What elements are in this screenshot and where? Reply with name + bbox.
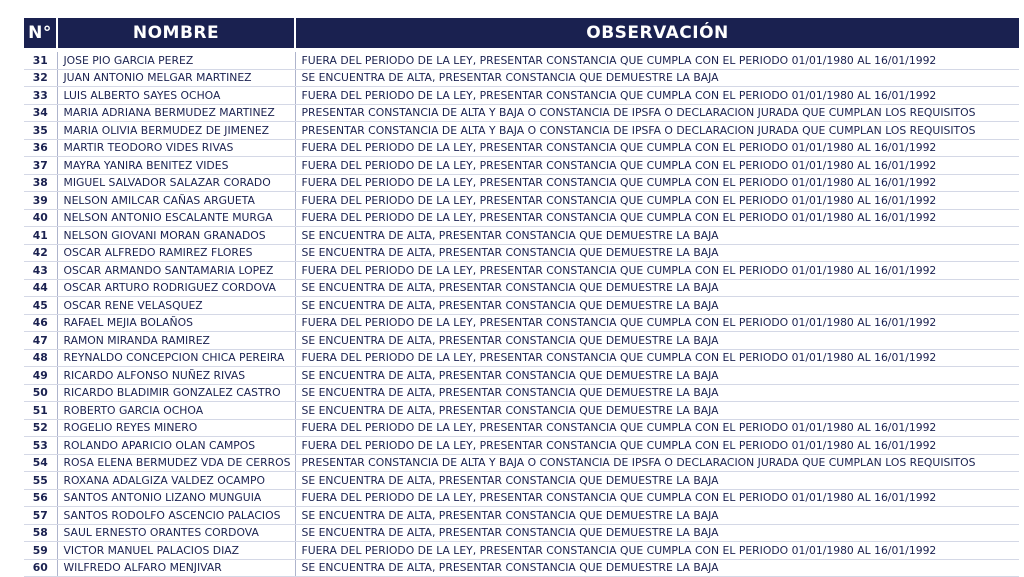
row-observacion: FUERA DEL PERIODO DE LA LEY, PRESENTAR CONSTANCIA QUE CUMPLA CON EL PERIODO 01/01/1980 AL 16/01/1992 (295, 174, 1019, 192)
table-row (24, 559, 1019, 577)
row-nombre: JUAN ANTONIO MELGAR MARTINEZ (57, 69, 295, 87)
row-nombre: OSCAR ALFREDO RAMIREZ FLORES (57, 244, 295, 262)
header-nombre: NOMBRE (57, 18, 295, 48)
row-nombre: OSCAR RENE VELASQUEZ (57, 297, 295, 315)
table-row (24, 104, 1019, 122)
row-observacion: FUERA DEL PERIODO DE LA LEY, PRESENTAR CONSTANCIA QUE CUMPLA CON EL PERIODO 01/01/1980 AL 16/01/1992 (295, 419, 1019, 437)
table-row (24, 174, 1019, 192)
row-number: 33 (24, 87, 57, 105)
table-row (24, 472, 1019, 490)
row-number: 31 (24, 52, 57, 69)
row-observacion: SE ENCUENTRA DE ALTA, PRESENTAR CONSTANCIA QUE DEMUESTRE LA BAJA (295, 367, 1019, 385)
table-row (24, 157, 1019, 175)
row-number: 49 (24, 367, 57, 385)
table-row (24, 489, 1019, 507)
row-nombre: ROSA ELENA BERMUDEZ VDA DE CERROS (57, 454, 295, 472)
row-number: 57 (24, 507, 57, 525)
row-observacion: FUERA DEL PERIODO DE LA LEY, PRESENTAR CONSTANCIA QUE CUMPLA CON EL PERIODO 01/01/1980 AL 16/01/1992 (295, 314, 1019, 332)
row-number: 52 (24, 419, 57, 437)
row-observacion: FUERA DEL PERIODO DE LA LEY, PRESENTAR CONSTANCIA QUE CUMPLA CON EL PERIODO 01/01/1980 AL 16/01/1992 (295, 192, 1019, 210)
row-nombre: SAUL ERNESTO ORANTES CORDOVA (57, 524, 295, 542)
row-observacion: FUERA DEL PERIODO DE LA LEY, PRESENTAR CONSTANCIA QUE CUMPLA CON EL PERIODO 01/01/1980 AL 16/01/1992 (295, 139, 1019, 157)
row-observacion: SE ENCUENTRA DE ALTA, PRESENTAR CONSTANCIA QUE DEMUESTRE LA BAJA (295, 402, 1019, 420)
row-number: 41 (24, 227, 57, 245)
table-row (24, 384, 1019, 402)
row-number: 56 (24, 489, 57, 507)
table-row (24, 209, 1019, 227)
table-row (24, 419, 1019, 437)
row-number: 59 (24, 542, 57, 560)
row-number: 51 (24, 402, 57, 420)
row-observacion: FUERA DEL PERIODO DE LA LEY, PRESENTAR CONSTANCIA QUE CUMPLA CON EL PERIODO 01/01/1980 AL 16/01/1992 (295, 52, 1019, 69)
row-number: 39 (24, 192, 57, 210)
row-observacion: FUERA DEL PERIODO DE LA LEY, PRESENTAR CONSTANCIA QUE CUMPLA CON EL PERIODO 01/01/1980 AL 16/01/1992 (295, 209, 1019, 227)
row-nombre: RICARDO ALFONSO NUÑEZ RIVAS (57, 367, 295, 385)
header-number: N° (24, 18, 57, 48)
table-row (24, 402, 1019, 420)
row-number: 58 (24, 524, 57, 542)
row-nombre: ROXANA ADALGIZA VALDEZ OCAMPO (57, 472, 295, 490)
row-nombre: NELSON AMILCAR CAÑAS ARGUETA (57, 192, 295, 210)
table-header (24, 18, 1019, 48)
row-nombre: SANTOS RODOLFO ASCENCIO PALACIOS (57, 507, 295, 525)
row-number: 60 (24, 559, 57, 577)
row-number: 32 (24, 69, 57, 87)
row-number: 42 (24, 244, 57, 262)
row-number: 37 (24, 157, 57, 175)
row-observacion: SE ENCUENTRA DE ALTA, PRESENTAR CONSTANCIA QUE DEMUESTRE LA BAJA (295, 507, 1019, 525)
records-table (24, 18, 1019, 577)
row-number: 50 (24, 384, 57, 402)
row-number: 36 (24, 139, 57, 157)
row-observacion: SE ENCUENTRA DE ALTA, PRESENTAR CONSTANCIA QUE DEMUESTRE LA BAJA (295, 279, 1019, 297)
table-row (24, 192, 1019, 210)
row-observacion: FUERA DEL PERIODO DE LA LEY, PRESENTAR CONSTANCIA QUE CUMPLA CON EL PERIODO 01/01/1980 AL 16/01/1992 (295, 87, 1019, 105)
table-body (24, 48, 1019, 577)
table-row (24, 69, 1019, 87)
row-observacion: SE ENCUENTRA DE ALTA, PRESENTAR CONSTANCIA QUE DEMUESTRE LA BAJA (295, 227, 1019, 245)
row-number: 35 (24, 122, 57, 140)
row-observacion: SE ENCUENTRA DE ALTA, PRESENTAR CONSTANCIA QUE DEMUESTRE LA BAJA (295, 332, 1019, 350)
row-number: 54 (24, 454, 57, 472)
row-nombre: ROLANDO APARICIO OLAN CAMPOS (57, 437, 295, 455)
row-nombre: SANTOS ANTONIO LIZANO MUNGUIA (57, 489, 295, 507)
table-row (24, 87, 1019, 105)
row-observacion: SE ENCUENTRA DE ALTA, PRESENTAR CONSTANCIA QUE DEMUESTRE LA BAJA (295, 559, 1019, 577)
row-number: 43 (24, 262, 57, 280)
row-nombre: MARTIR TEODORO VIDES RIVAS (57, 139, 295, 157)
row-number: 34 (24, 104, 57, 122)
table-row (24, 52, 1019, 69)
table-row (24, 332, 1019, 350)
row-number: 45 (24, 297, 57, 315)
row-nombre: MAYRA YANIRA BENITEZ VIDES (57, 157, 295, 175)
row-number: 40 (24, 209, 57, 227)
row-nombre: MARIA ADRIANA BERMUDEZ MARTINEZ (57, 104, 295, 122)
header-row (24, 18, 1019, 48)
table-row (24, 524, 1019, 542)
row-observacion: PRESENTAR CONSTANCIA DE ALTA Y BAJA O CONSTANCIA DE IPSFA O DECLARACION JURADA QUE CUMPLAN LOS REQUISITOS (295, 122, 1019, 140)
row-observacion: PRESENTAR CONSTANCIA DE ALTA Y BAJA O CONSTANCIA DE IPSFA O DECLARACION JURADA QUE CUMPLAN LOS REQUISITOS (295, 104, 1019, 122)
table-row (24, 122, 1019, 140)
table-row (24, 227, 1019, 245)
table-row (24, 297, 1019, 315)
row-observacion: SE ENCUENTRA DE ALTA, PRESENTAR CONSTANCIA QUE DEMUESTRE LA BAJA (295, 472, 1019, 490)
table-row (24, 244, 1019, 262)
row-nombre: MARIA OLIVIA BERMUDEZ DE JIMENEZ (57, 122, 295, 140)
table-row (24, 542, 1019, 560)
row-nombre: REYNALDO CONCEPCION CHICA PEREIRA (57, 349, 295, 367)
row-number: 55 (24, 472, 57, 490)
table-row (24, 367, 1019, 385)
row-observacion: FUERA DEL PERIODO DE LA LEY, PRESENTAR CONSTANCIA QUE CUMPLA CON EL PERIODO 01/01/1980 AL 16/01/1992 (295, 157, 1019, 175)
row-observacion: SE ENCUENTRA DE ALTA, PRESENTAR CONSTANCIA QUE DEMUESTRE LA BAJA (295, 69, 1019, 87)
row-nombre: RICARDO BLADIMIR GONZALEZ CASTRO (57, 384, 295, 402)
row-observacion: SE ENCUENTRA DE ALTA, PRESENTAR CONSTANCIA QUE DEMUESTRE LA BAJA (295, 384, 1019, 402)
table-row (24, 262, 1019, 280)
row-observacion: FUERA DEL PERIODO DE LA LEY, PRESENTAR CONSTANCIA QUE CUMPLA CON EL PERIODO 01/01/1980 AL 16/01/1992 (295, 489, 1019, 507)
row-number: 38 (24, 174, 57, 192)
row-observacion: SE ENCUENTRA DE ALTA, PRESENTAR CONSTANCIA QUE DEMUESTRE LA BAJA (295, 244, 1019, 262)
row-number: 48 (24, 349, 57, 367)
row-nombre: OSCAR ARMANDO SANTAMARIA LOPEZ (57, 262, 295, 280)
row-nombre: NELSON GIOVANI MORAN GRANADOS (57, 227, 295, 245)
table-row (24, 349, 1019, 367)
row-nombre: VICTOR MANUEL PALACIOS DIAZ (57, 542, 295, 560)
row-nombre: MIGUEL SALVADOR SALAZAR CORADO (57, 174, 295, 192)
row-nombre: ROGELIO REYES MINERO (57, 419, 295, 437)
row-observacion: FUERA DEL PERIODO DE LA LEY, PRESENTAR CONSTANCIA QUE CUMPLA CON EL PERIODO 01/01/1980 AL 16/01/1992 (295, 542, 1019, 560)
row-observacion: SE ENCUENTRA DE ALTA, PRESENTAR CONSTANCIA QUE DEMUESTRE LA BAJA (295, 524, 1019, 542)
row-number: 53 (24, 437, 57, 455)
table-row (24, 437, 1019, 455)
row-observacion: FUERA DEL PERIODO DE LA LEY, PRESENTAR CONSTANCIA QUE CUMPLA CON EL PERIODO 01/01/1980 AL 16/01/1992 (295, 262, 1019, 280)
table-row (24, 454, 1019, 472)
table-row (24, 507, 1019, 525)
row-number: 44 (24, 279, 57, 297)
row-observacion: FUERA DEL PERIODO DE LA LEY, PRESENTAR CONSTANCIA QUE CUMPLA CON EL PERIODO 01/01/1980 AL 16/01/1992 (295, 349, 1019, 367)
row-nombre: JOSE PIO GARCIA PEREZ (57, 52, 295, 69)
row-number: 46 (24, 314, 57, 332)
row-observacion: FUERA DEL PERIODO DE LA LEY, PRESENTAR CONSTANCIA QUE CUMPLA CON EL PERIODO 01/01/1980 AL 16/01/1992 (295, 437, 1019, 455)
row-nombre: LUIS ALBERTO SAYES OCHOA (57, 87, 295, 105)
table-row (24, 279, 1019, 297)
row-number: 47 (24, 332, 57, 350)
row-nombre: RAFAEL MEJIA BOLAÑOS (57, 314, 295, 332)
row-nombre: WILFREDO ALFARO MENJIVAR (57, 559, 295, 577)
table-row (24, 139, 1019, 157)
row-observacion: PRESENTAR CONSTANCIA DE ALTA Y BAJA O CONSTANCIA DE IPSFA O DECLARACION JURADA QUE CUMPLAN LOS REQUISITOS (295, 454, 1019, 472)
row-nombre: ROBERTO GARCIA OCHOA (57, 402, 295, 420)
table-row (24, 314, 1019, 332)
row-nombre: OSCAR ARTURO RODRIGUEZ CORDOVA (57, 279, 295, 297)
row-observacion: SE ENCUENTRA DE ALTA, PRESENTAR CONSTANCIA QUE DEMUESTRE LA BAJA (295, 297, 1019, 315)
row-nombre: NELSON ANTONIO ESCALANTE MURGA (57, 209, 295, 227)
row-nombre: RAMON MIRANDA RAMIREZ (57, 332, 295, 350)
header-observacion: OBSERVACIÓN (295, 18, 1019, 48)
